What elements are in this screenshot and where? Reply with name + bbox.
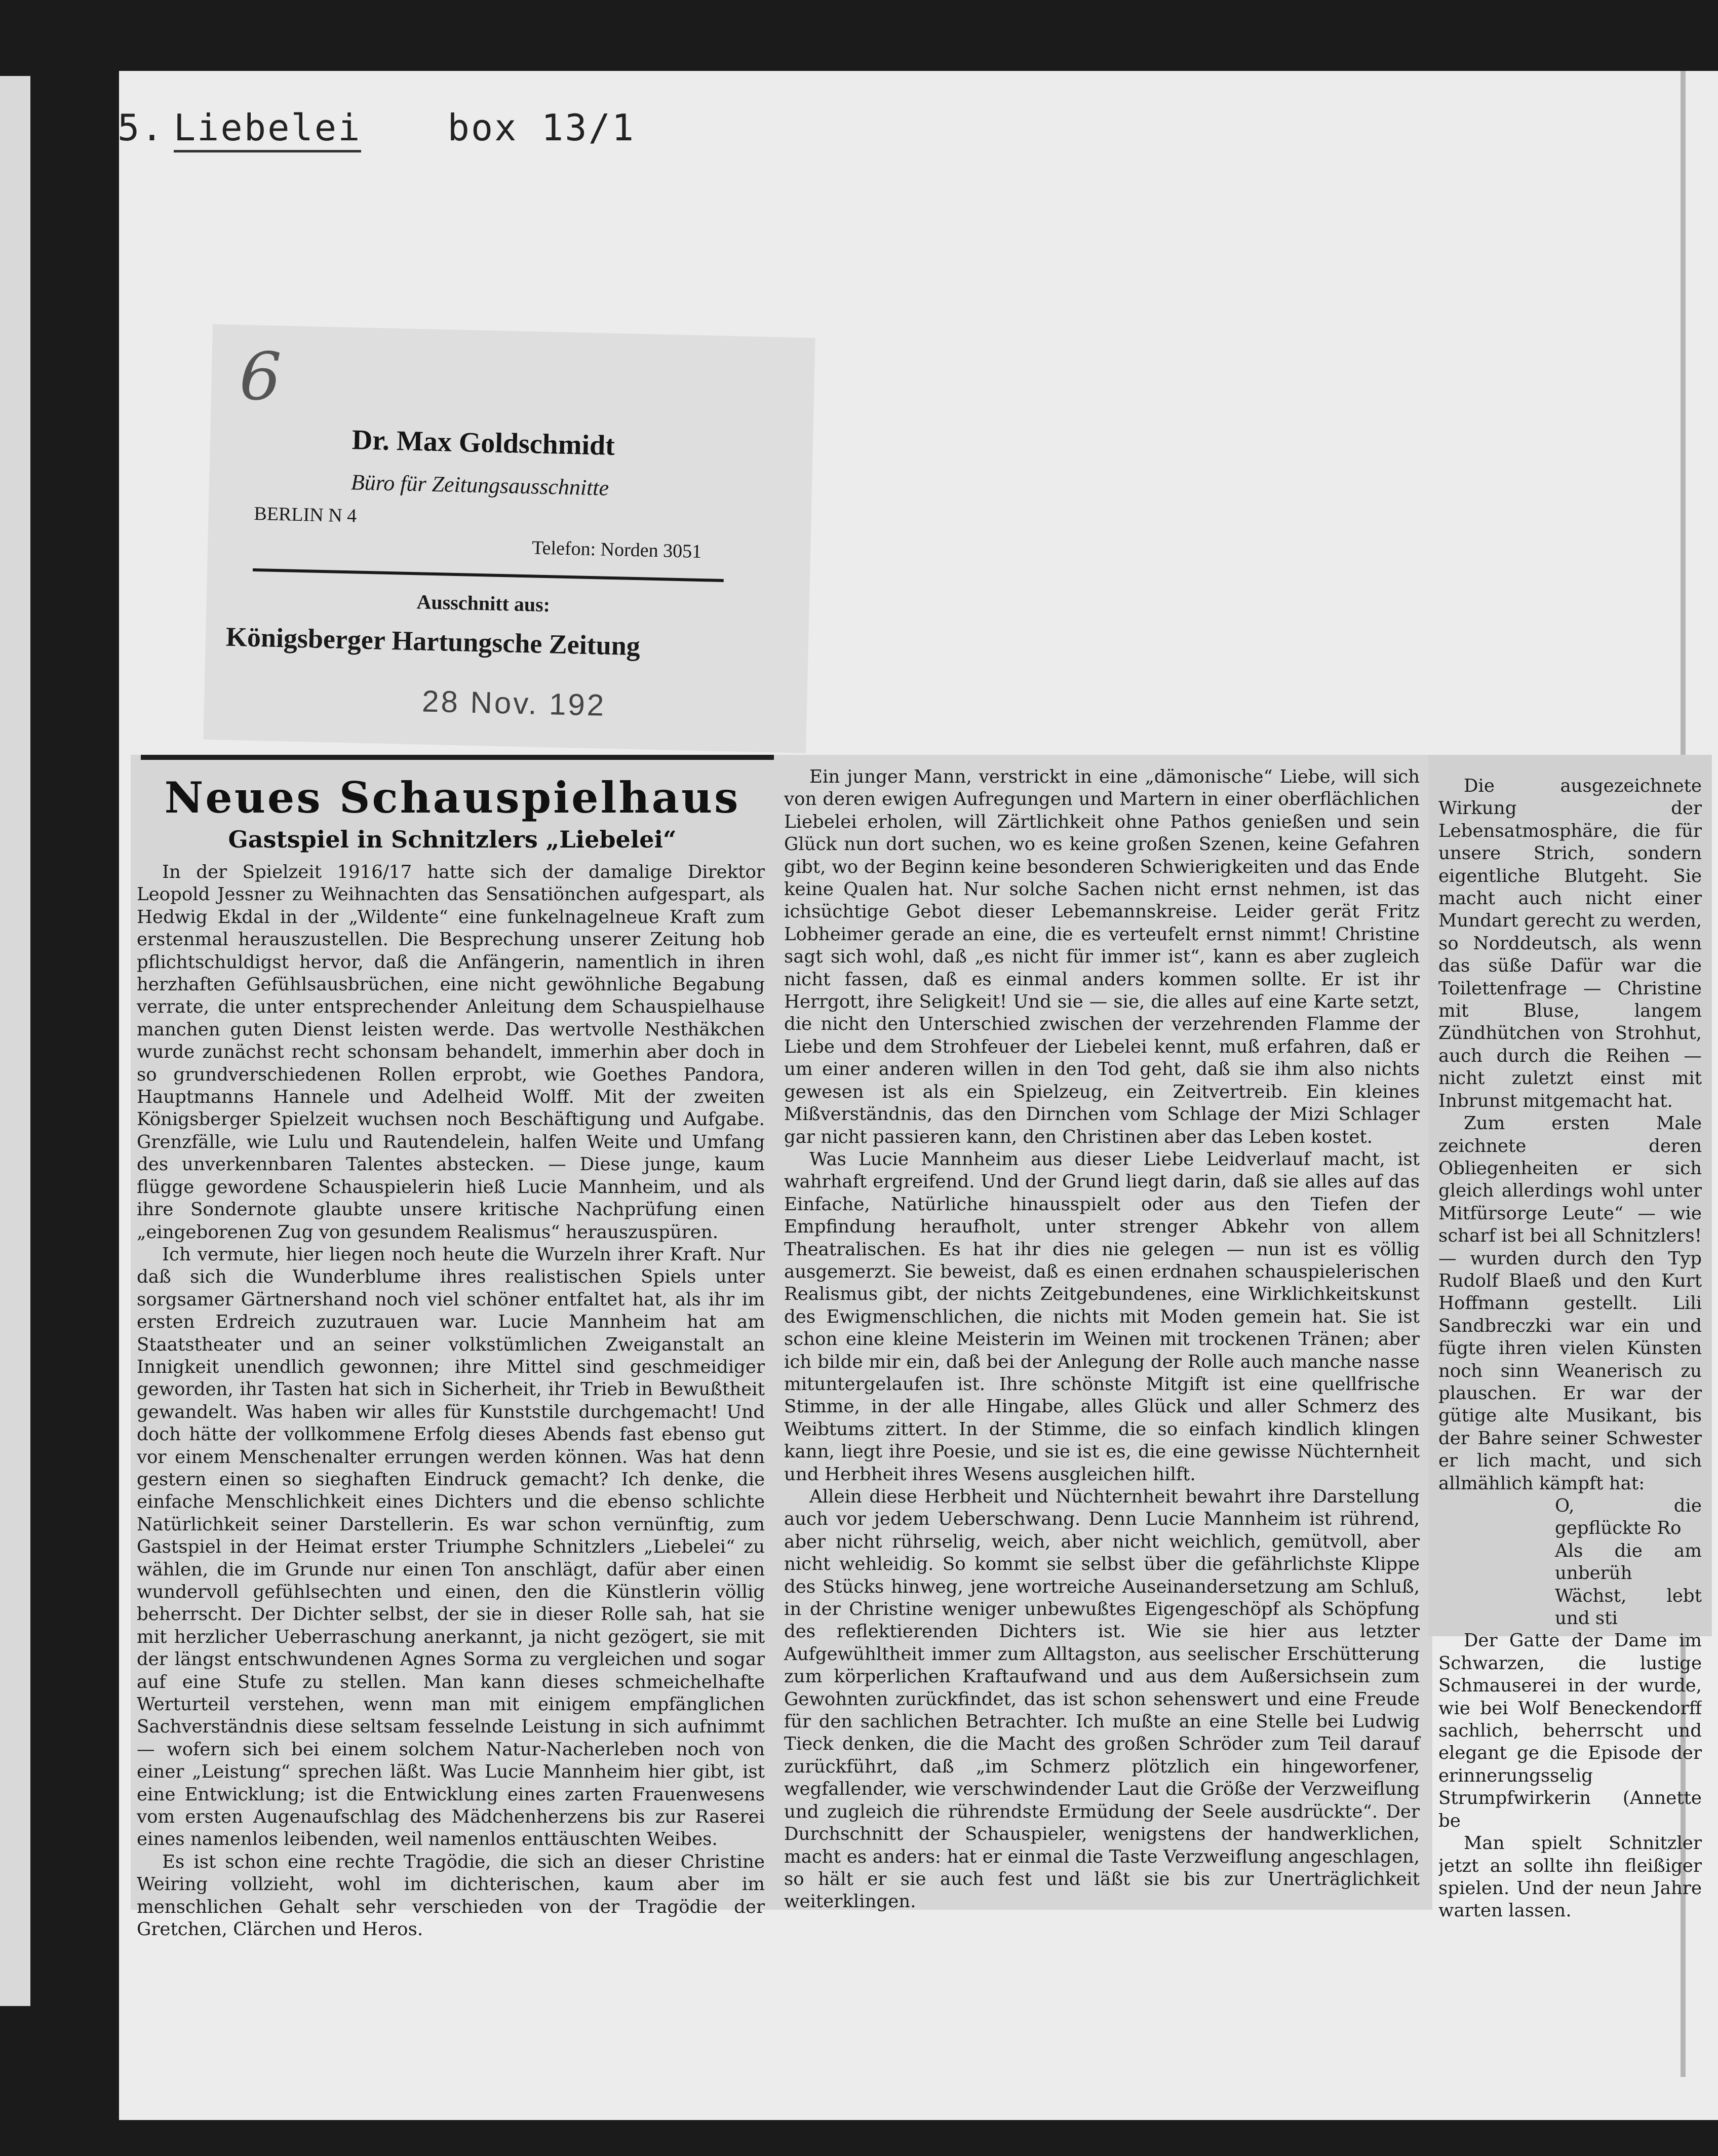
paragraph: Die ausgezeichnete Wirkung der Lebensatmosphäre, die für unsere Strich, sondern eigentliche Blutgeht. Sie macht auch nicht einer Mundart gerecht zu werden, so Norddeutsch, als wenn das süße Dafür war die Toilettenfrage — Christine mit Bluse, langem Zündhütchen von Strohhut, auch durch die Reihen — nicht zuletzt einst mit Inbrunst mitgemacht hat. <box>1438 776 1702 1111</box>
label-rule <box>253 568 724 582</box>
paragraph: Zum ersten Male zeichnete deren Obliegenheiten er sich gleich allerdings wohl unter Mitfürsorge Leute“ — wie scharf ist bei all Schnitzlers! — wurden durch den Typ Rudolf Blaeß und den Kurt Hoffmann gestellt. Lili Sandbreczki war ein und fügte ihren vielen Künsten noch sinn Weanerisch zu plauschen. Er war der gütige alte Musikant, bis der Bahre seiner Schwester er lich macht, und sich allmählich kämpft hat: <box>1438 1113 1702 1494</box>
clipping-top-rule <box>141 755 774 760</box>
paragraph: Es ist schon eine rechte Tragödie, die sich an dieser Christine Weiring vollzieht, wohl im dichterischen, kaum aber im menschlichen Gehalt sehr verschieden von der Tragödie der Gretchen, Clärchen und Heros. <box>137 1851 765 1940</box>
paragraph: Was Lucie Mannheim aus dieser Liebe Leidverlauf macht, ist wahrhaft ergreifend. Und der Grund liegt darin, daß sie alles auf das Einfache, Natürliche hinausspielt oder aus den Tiefen der Empfindung heraufholt, unter strenger Abkehr von allem Theatralischen. Es hat ihr dies nie gelegen — nun ist es völlig ausgemerzt. Sie beweist, daß es einen erdnahen schauspielerischen Realismus gibt, der nichts Zeitgebundenes, eine Wirklichkeitskunst des Ewigmenschlichen, die nichts mit Moden gemein hat. Sie ist schon eine kleine Meisterin im Weinen mit trockenen Tränen; aber ich bilde mir ein, daß bei der Anlegung der Rolle auch manche nasse mituntergelaufen ist. Ihre schönste Mitgift ist eine quellfrische Stimme, in der alle Hingabe, alles Glück und aller Schmerz des Weibtums zittert. In der Stimme, die so einfach kindlich klingen kann, liegt ihre Poesie, und sie ist es, die eine gewisse Nüchternheit und Herbheit ihres Wesens ausgleichen hilft. <box>784 1148 1420 1485</box>
handwritten-number: 6 <box>238 337 283 416</box>
box-number: box 13/1 <box>447 106 636 149</box>
date-stamp: 28 Nov. 192 <box>421 684 607 722</box>
paragraph: Allein diese Herbheit und Nüchternheit bewahrt ihre Darstellung auch vor jedem Ueberschwang. Denn Lucie Mannheim ist rührend, aber nicht rührselig, weich, aber nicht weichlich, gemütvoll, aber nicht wehleidig. So kommt sie selbst über die gefährlichste Klippe des Stücks hinweg, jene wortreiche Auseinandersetzung am Schluß, in der Christine weniger unbewußtes Eigengeschöpf als Schöpfung des reflektierenden Dichters ist. Wie sie hier aus letzter Aufgewühltheit immer zum Alltagston, aus seelischer Erschütterung zum körperlichen Kraftaufwand und aus dem Außersichsein zum Gewohnten zurückfindet, das ist schon sehenswert und eine Freude für den sachlichen Betrachter. Ich mußte an eine Stelle bei Ludwig Tieck denken, die die Macht des großen Schröder zum Teil darauf zurückführt, daß „im Schmerz plötzlich ein hingeworfener, wegfallender, wie verschwindender Laut die Größe der Verzweiflung und zugleich die rührendste Ermüdung der Seele ausdrückte“. Der Durchschnitt der Schauspieler, wenigstens der handwerklichen, macht es anders: hat er einmal die Taste Verzweiflung angeschlagen, so hält er sie auch fest und läßt sie bis zur Unerträglichkeit weiterklingen. <box>784 1486 1420 1912</box>
article-column-3 <box>1438 775 1702 1922</box>
agency-phone: Telefon: Norden 3051 <box>531 537 702 563</box>
paragraph: Der Gatte der Dame im Schwarzen, die lustige Schmauserei in der wurde, wie bei Wolf Beneckendorff sachlich, beherrscht und elegant ge die Episode der erinnerungsselig Strumpfwirkerin (Annette be <box>1438 1630 1702 1831</box>
article-subheadline: Gastspiel in Schnitzlers „Liebelei“ <box>228 826 677 853</box>
adjacent-page-strip <box>0 76 30 2006</box>
agency-city: BERLIN N 4 <box>254 503 357 527</box>
clipping-agency-label <box>203 324 815 753</box>
verse-line: Als die am unberüh <box>1555 1540 1702 1584</box>
article-column-1 <box>137 861 765 1941</box>
paragraph: Man spielt Schnitzler jetzt an sollte ihn fleißiger spielen. Und der neun Jahre warten lassen. <box>1438 1833 1702 1921</box>
paragraph: In der Spielzeit 1916/17 hatte sich der damalige Direktor Leopold Jessner zu Weihnachten das Sensatiönchen aufgespart, als Hedwig Ekdal in der „Wildente“ eine funkelnagelneue Kraft zum erstenmal herauszustellen. Die Besprechung unserer Zeitung hob pflichtschuldigst hervor, daß die Anfängerin, namentlich in ihren herzhaften Gefühlsausbrüchen, eine nicht gewöhnliche Begabung verrate, die unter entsprechender Anleitung dem Schauspielhause manchen guten Dienst leisten werde. Das wertvolle Nesthäkchen wurde zunächst recht schonsam behandelt, immerhin aber doch in so grundverschiedenen Rollen erprobt, wie Goethes Pandora, Hauptmanns Hannele und Adelheid Wolff. Mit der zweiten Königsberger Spielzeit wuchsen noch Beschäftigung und Aufgabe. Grenzfälle, wie Lulu und Rautendelein, halfen Weite und Umfang des unverkennbaren Talentes abstecken. — Diese junge, kaum flügge gewordene Schauspielerin hieß Lucie Mannheim, und als ihre Sondernote glaubte unsere kritische Nachprüfung einen „eingeborenen Zug von gesundem Realismus“ herauszuspüren. <box>137 862 765 1243</box>
paragraph: Ich vermute, hier liegen noch heute die Wurzeln ihrer Kraft. Nur daß sich die Wunderblume ihres realistischen Spiels unter sorgsamer Gärtnershand noch viel schöner entfaltet hat, als ihr im ersten Erdreich zuzutrauen war. Lucie Mannheim hat am Staatstheater und an seiner volkstümlichen Zweiganstalt an Innigkeit unendlich gewonnen; ihre Mittel sind geschmeidiger geworden, ihr Tasten hat sich in Sicherheit, ihr Trieb in Bewußtheit gewandelt. Was haben wir alles für Kunststile durchgemacht! Und doch hätte der vollkommene Erfolg dieses Abends fast ebenso gut vor einem Menschenalter errungen werden können. Was hat denn gestern einen so sieghaften Eindruck gemacht? Ich denke, die einfache Menschlichkeit eines Dichters und die ebenso schlichte Natürlichkeit seiner Darstellerin. Es war schon vernünftig, zum Gastspiel in der Heimat erster Triumphe Schnitzlers „Liebelei“ zu wählen, die im Grunde nur einen Ton anschlägt, dafür aber einen wundervoll gefühlsechten und einen, den die Künstlerin völlig beherrscht. Der Dichter selbst, der sie in dieser Rolle sah, hat sie mit herzlicher Ueberraschung anerkannt, ja nicht gezögert, sie mit der längst entschwundenen Agnes Sorma zu vergleichen und sogar auf eine Stufe zu stellen. Man kann dieses schmeichelhafte Werturteil verstehen, wenn man mit einigem empfänglichen Sachverständnis diese seltsam fesselnde Leistung in sich aufnimmt — wofern sich bei einem solchem Natur-Nacherleben noch von einer „Leistung“ sprechen läßt. Was Lucie Mannheim hier gibt, ist eine Entwicklung; ist die Entwicklung eines zarten Frauenwesens vom ersten Augenaufschlag des Mädchenherzens bis zur Raserei eines namenlos leibenden, weil namenlos enttäuschten Weibes. <box>137 1244 765 1850</box>
newspaper-clipping-continuation <box>1428 755 1712 1921</box>
film-border-bottom <box>0 2120 1718 2156</box>
newspaper-name: Königsberger Hartungsche Zeitung <box>225 621 641 662</box>
verse-line: O, die gepflückte Ro <box>1555 1495 1702 1539</box>
agency-name: Dr. Max Goldschmidt <box>352 424 615 462</box>
clipping-from-label: Ausschnitt aus: <box>416 590 551 617</box>
agency-department: Büro für Zeitungsausschnitte <box>350 470 609 500</box>
newspaper-clipping <box>131 755 1432 1940</box>
article-headline: Neues Schauspielhaus <box>164 773 740 823</box>
verse-line: Wächst, lebt und sti <box>1555 1585 1702 1629</box>
item-number: 5. <box>118 106 165 149</box>
play-title: Liebelei <box>174 106 362 152</box>
article-column-2 <box>784 766 1420 1913</box>
paragraph: Ein junger Mann, verstrickt in eine „dämonische“ Liebe, will sich von deren ewigen Aufregungen und Martern in einer oberflächlichen Liebelei erholen, will Zärtlichkeit ohne Pathos genießen und sein Glück nun dort suchen, wo es keine großen Szenen, keine Gefahren gibt, wo der Beginn keine besonderen Schwierigkeiten und das Ende keine Qualen hat. Nur solche Sachen nicht ernst nehmen, ist das ichsüchtige Gebot dieser Lebemannskreise. Leider gerät Fritz Lobheimer gerade an eine, die es verteufelt ernst nimmt! Christine sagt sich wohl, daß „es nicht für immer ist“, kann es aber zugleich nicht fassen, daß es einmal anders kommen sollte. Er ist ihr Herrgott, ihre Seligkeit! Und sie — sie, die alles auf eine Karte setzt, die nicht den Unterschied zwischen der verzehrenden Flamme der Liebe und dem Strohfeuer der Liebelei kennt, muß erfahren, daß er um einer anderen willen in den Tod geht, daß sie ihm also nichts gewesen ist als ein Spielzeug, ein Zeitvertreib. Ein kleines Mißverständnis, das den Dirnchen vom Schlage der Mizi Schlager gar nicht passieren kann, den Christinen aber das Leben kostet. <box>784 766 1420 1147</box>
typed-header <box>118 106 635 157</box>
